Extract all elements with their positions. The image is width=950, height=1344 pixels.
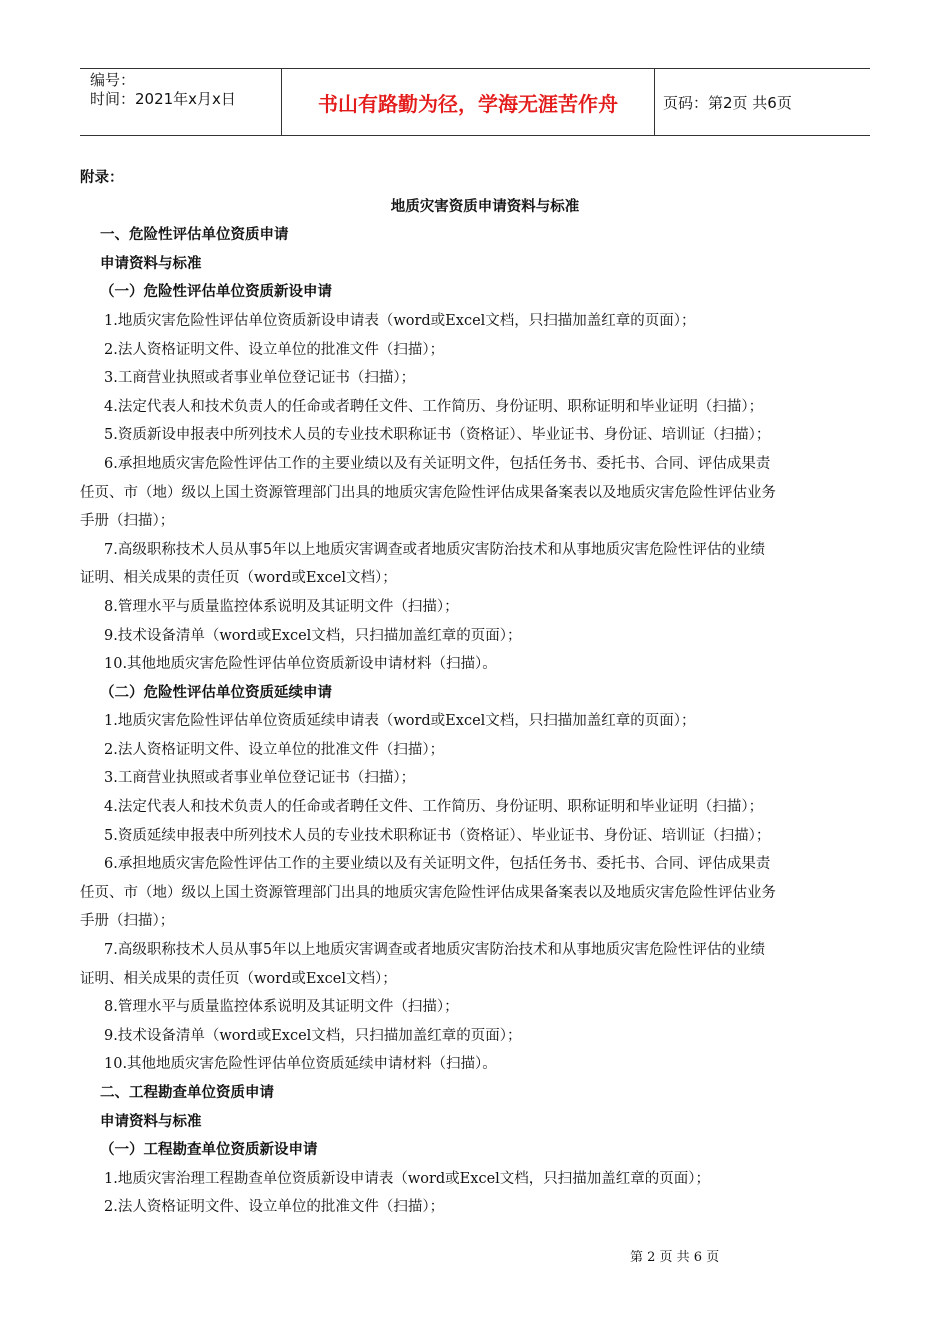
paragraph-line: 8.管理水平与质量监控体系说明及其证明文件（扫描）； <box>104 598 459 615</box>
paragraph-line: 9.技术设备清单（word或Excel文档，只扫描加盖红章的页面）； <box>104 1027 522 1044</box>
paragraph-line: 6.承担地质灾害危险性评估工作的主要业绩以及有关证明文件，包括任务书、委托书、合同、评估成果责 <box>104 455 771 472</box>
paragraph-line: 8.管理水平与质量监控体系说明及其证明文件（扫描）； <box>104 999 459 1016</box>
paragraph-line: 1.地质灾害危险性评估单位资质新设申请表（word或Excel文档，只扫描加盖红章的页面）； <box>104 312 696 329</box>
paragraph-line: 任页、市（地）级以上国土资源管理部门出具的地质灾害危险性评估成果备案表以及地质灾害危险性评估业务 <box>80 484 776 501</box>
time-label: 时间：2021年x月x日 <box>90 90 236 108</box>
header-motto: 书山有路勤为径，学海无涯苦作舟 <box>282 69 655 135</box>
paragraph-line: 1.地质灾害危险性评估单位资质延续申请表（word或Excel文档，只扫描加盖红章的页面）； <box>104 713 696 730</box>
paragraph-line: 10.其他地质灾害危险性评估单位资质新设申请材料（扫描）。 <box>104 656 497 673</box>
paragraph-line: （二）危险性评估单位资质延续申请 <box>100 684 332 701</box>
paragraph-line: 7.高级职称技术人员从事5年以上地质灾害调查或者地质灾害防治技术和从事地质灾害危险性评估的业绩 <box>104 541 766 558</box>
header-left-cell <box>80 69 282 135</box>
header-page-info: 页码：第2页 共6页 <box>663 93 792 112</box>
paragraph-line: 1.地质灾害治理工程勘查单位资质新设申请表（word或Excel文档，只扫描加盖红章的页面）； <box>104 1170 711 1187</box>
page-header <box>80 68 870 136</box>
paragraph-line: 6.承担地质灾害危险性评估工作的主要业绩以及有关证明文件，包括任务书、委托书、合同、评估成果责 <box>104 856 771 873</box>
paragraph-line: 4.法定代表人和技术负责人的任命或者聘任文件、工作简历、身份证明、职称证明和毕业证明（扫描）； <box>104 398 764 415</box>
paragraph-line: 手册（扫描）； <box>80 513 175 530</box>
paragraph-line: 2.法人资格证明文件、设立单位的批准文件（扫描）； <box>104 341 445 358</box>
paragraph-line: 手册（扫描）； <box>80 913 175 930</box>
paragraph-line: 2.法人资格证明文件、设立单位的批准文件（扫描）； <box>104 741 445 758</box>
paragraph-line: 申请资料与标准 <box>100 1113 202 1130</box>
paragraph-line: 二、工程勘查单位资质申请 <box>100 1085 274 1101</box>
paragraph-line: 5.资质延续申报表中所列技术人员的专业技术职称证书（资格证）、毕业证书、身份证、培训证（扫描）； <box>104 827 771 844</box>
paragraph-line: 5.资质新设申报表中所列技术人员的专业技术职称证书（资格证）、毕业证书、身份证、培训证（扫描）； <box>104 427 771 444</box>
paragraph-line: （一）工程勘查单位资质新设申请 <box>100 1142 318 1159</box>
paragraph-line: 7.高级职称技术人员从事5年以上地质灾害调查或者地质灾害防治技术和从事地质灾害危险性评估的业绩 <box>104 942 766 959</box>
paragraph-line: （一）危险性评估单位资质新设申请 <box>100 284 332 301</box>
paragraph-line: 一、危险性评估单位资质申请 <box>100 227 289 244</box>
paragraph-line: 附录： <box>80 170 124 186</box>
paragraph-line: 2.法人资格证明文件、设立单位的批准文件（扫描）； <box>104 1199 445 1216</box>
paragraph-line: 证明、相关成果的责任页（word或Excel文档）； <box>80 970 397 987</box>
paragraph-line: 10.其他地质灾害危险性评估单位资质延续申请材料（扫描）。 <box>104 1056 497 1073</box>
paragraph-line: 3.工商营业执照或者事业单位登记证书（扫描）； <box>104 770 416 787</box>
paragraph-line: 申请资料与标准 <box>100 255 202 272</box>
paragraph-line: 证明、相关成果的责任页（word或Excel文档）； <box>80 570 397 587</box>
paragraph-line: 4.法定代表人和技术负责人的任命或者聘任文件、工作简历、身份证明、职称证明和毕业证明（扫描）； <box>104 799 764 816</box>
paragraph-line: 9.技术设备清单（word或Excel文档，只扫描加盖红章的页面）； <box>104 627 522 644</box>
page-footer: 第 2 页 共 6 页 <box>630 1250 720 1265</box>
number-label: 编号： <box>90 71 136 89</box>
paragraph-line: 任页、市（地）级以上国土资源管理部门出具的地质灾害危险性评估成果备案表以及地质灾害危险性评估业务 <box>80 884 776 901</box>
document-body <box>80 164 890 1222</box>
paragraph-line: 地质灾害资质申请资料与标准 <box>390 198 580 215</box>
paragraph-line: 3.工商营业执照或者事业单位登记证书（扫描）； <box>104 370 416 387</box>
